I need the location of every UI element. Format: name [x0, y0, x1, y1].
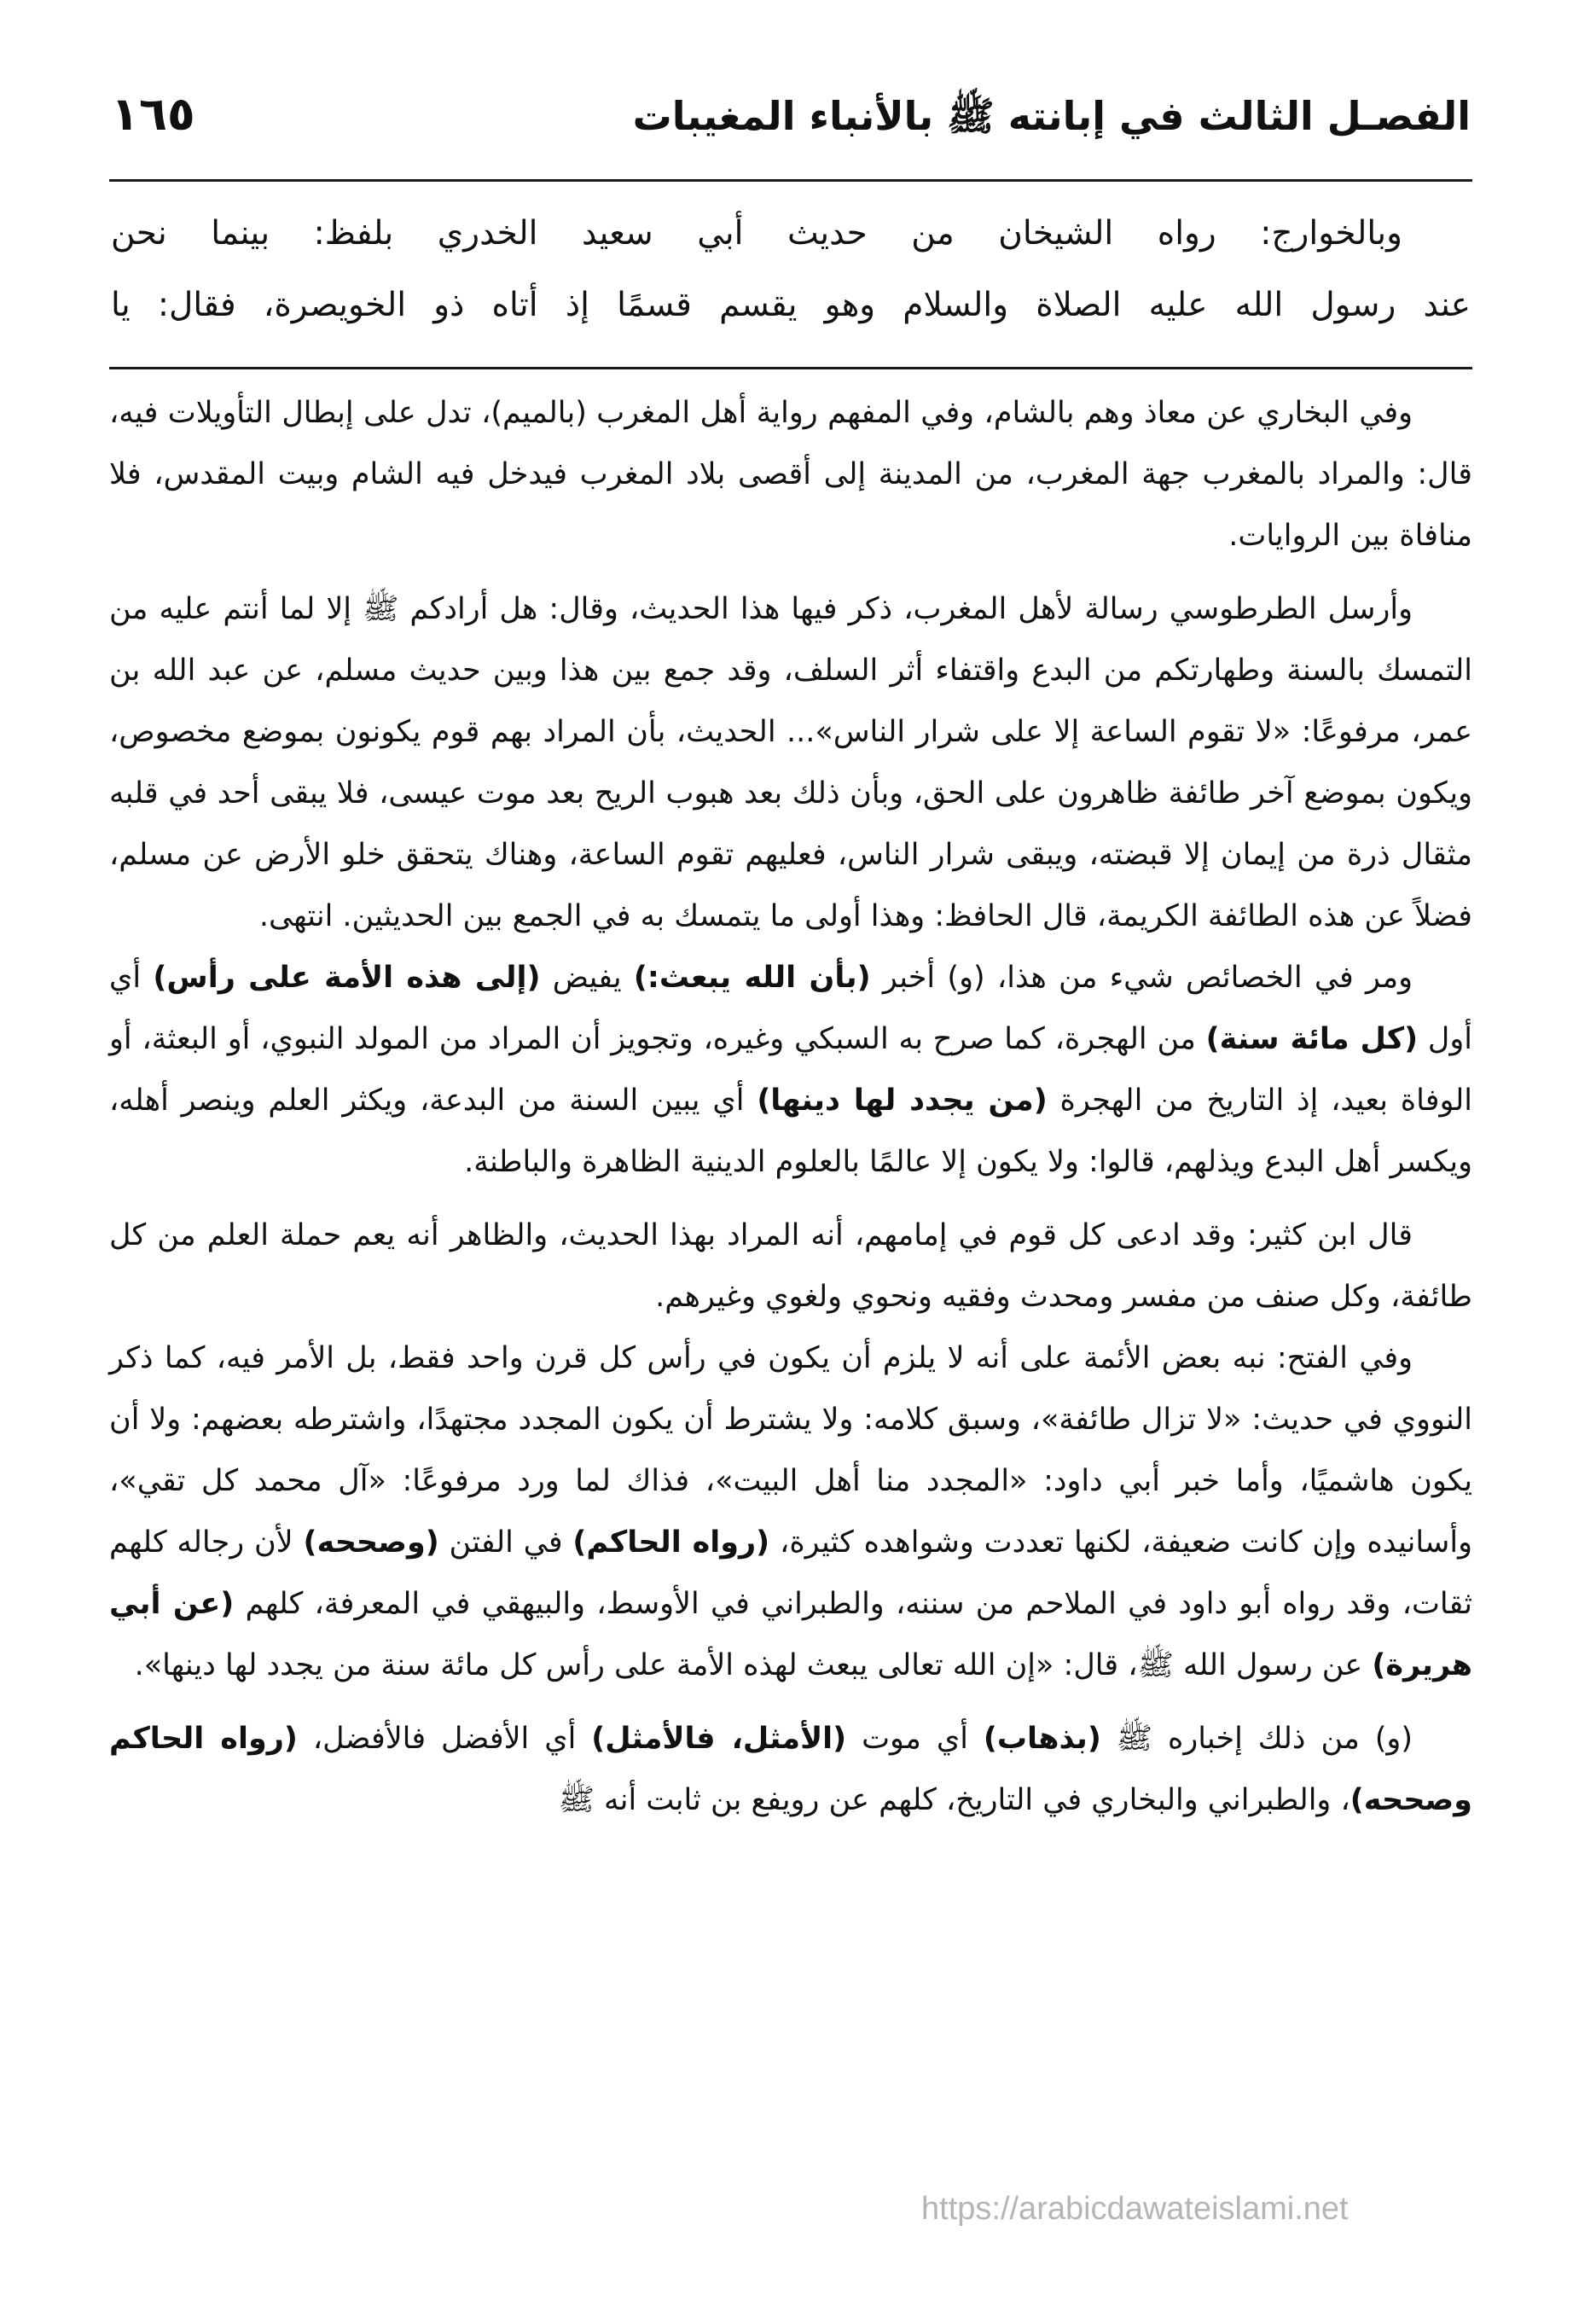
page-header — [111, 77, 1471, 171]
running-title: الفصـل الثالث في إبانته ﷺ بالأنباء المغيبات — [632, 93, 1471, 139]
excerpt-line-2: عند رسول الله عليه الصلاة والسلام وهو يقسم قسمًا إذ أتاه ذو الخويصرة، فقال: يا — [111, 286, 1471, 324]
p5-text-2: في الفتن — [438, 1525, 573, 1560]
p3-text-2: يفيض — [540, 961, 634, 995]
p3-text-4: من الهجرة، كما صرح به السبكي وغيره، وتجويز أن المراد من المولد النبوي، أو البعثة، أو الوفاة بعيد، إذ التاريخ من الهجرة — [109, 1022, 1473, 1118]
source-watermark: https://arabicdawateislami.net — [921, 2191, 1349, 2227]
paragraph-1: وفي البخاري عن معاذ وهم بالشام، وفي المفهم رواية أهل المغرب (بالميم)، تدل على إبطال التأويلات فيه، قال: والمراد بالمغرب جهة المغرب، من المدينة إلى أقصى بلاد المغرب فيدخل فيه الشام وبيت المقدس، فلا منافاة بين الروايات. — [109, 396, 1472, 553]
p6-bold-2: (الأمثل، فالأمثل) — [591, 1722, 847, 1756]
p3-bold-3: (كل مائة سنة) — [1205, 1022, 1419, 1056]
p6-text-3: أي الأفضل فالأفضل، — [297, 1722, 592, 1756]
p3-text-1: ومر في الخصائص شيء من هذا، (و) أخبر — [870, 961, 1413, 995]
paragraph-6 — [109, 1708, 1472, 1831]
p3-bold-4: (من يجدد لها دينها) — [757, 1084, 1048, 1118]
paragraph-3 — [109, 947, 1472, 1193]
paragraph-5 — [109, 1328, 1472, 1696]
p6-text-1: (و) من ذلك إخباره ﷺ — [1100, 1722, 1413, 1756]
p3-text-5: أي يبين السنة من البدعة، ويكثر العلم وينصر أهله، ويكسر أهل البدع ويذلهم، قالوا: ولا يكون إلا عالمًا بالعلوم الدينية الظاهرة والباطنة. — [109, 1084, 1472, 1179]
p6-bold-3: (رواه الحاكم وصححه) — [109, 1722, 1472, 1817]
excerpt-line-1: وبالخوارج: رواه الشيخان من حديث أبي سعيد الخدري بلفظ: بينما نحن — [111, 214, 1402, 253]
main-body — [109, 382, 1472, 1831]
paragraph-2: وأرسل الطرطوسي رسالة لأهل المغرب، ذكر فيها هذا الحديث، وقال: هل أرادكم ﷺ إلا لما أنتم عليه من التمسك بالسنة وطهارتكم من البدع واقتفاء أثر السلف، وقد جمع بين هذا وبين حديث مسلم، عن عبد الله بن عمر، مرفوعًا: «لا تقوم الساعة إلا على شرار الناس»... الحديث، بأن المراد بهم قوم يكونون بموضع مخصوص، ويكون بموضع آخر طائفة ظاهرون على الحق، وبأن ذلك بعد هبوب الريح بعد موت عيسى، فلا يبقى أحد في قلبه مثقال ذرة من إيمان إلا قبضته، ويبقى شرار الناس، فعليهم تقوم الساعة، وهناك يتحقق خلو الأرض عن مسلم، فضلاً عن هذه الطائفة الكريمة، قال الحافظ: وهذا أولى ما يتمسك به في الجمع بين الحديثين. انتهى. — [109, 592, 1472, 933]
paragraph-4: قال ابن كثير: وقد ادعى كل قوم في إمامهم، أنه المراد بهذا الحديث، والظاهر أنه يعم حملة العلم من كل طائفة، وكل صنف من مفسر ومحدث وفقيه ونحوي ولغوي وغيرهم. — [109, 1218, 1472, 1314]
previous-page-excerpt — [111, 198, 1471, 341]
p6-text-2: أي موت — [846, 1722, 984, 1756]
p5-bold-2: (وصححه) — [303, 1525, 439, 1560]
section-divider-rule — [109, 367, 1472, 369]
p5-bold-3: (عن أبي هريرة) — [109, 1587, 1472, 1682]
header-rule — [109, 179, 1472, 182]
p3-bold-1: (بأن الله يبعث:) — [633, 961, 871, 995]
p3-text-3: أي أول — [109, 961, 1472, 1056]
p5-text-1: وفي الفتح: نبه بعض الأئمة على أنه لا يلزم أن يكون في رأس كل قرن واحد فقط، بل الأمر فيه، كما ذكر النووي في حديث: «لا تزال طائفة»، وسبق كلامه: ولا يشترط أن يكون المجدد مجتهدًا، واشترطه بعضهم: ولا أن يكون هاشميًا، وأما خبر أبي داود: «المجدد منا أهل البيت»، فذاك لما ورد مرفوعًا: «آل محمد كل تقي»، وأسانيده وإن كانت ضعيفة، لكنها تعددت وشواهده كثيرة، — [109, 1341, 1472, 1560]
p6-bold-1: (بذهاب) — [983, 1722, 1101, 1756]
p5-text-4: عن رسول الله ﷺ، قال: «إن الله تعالى يبعث لهذه الأمة على رأس كل مائة سنة من يجدد لها دينها». — [134, 1648, 1373, 1682]
p5-text-3: لأن رجاله كلهم ثقات، وقد رواه أبو داود في الملاحم من سننه، والطبراني في الأوسط، والبيهقي في المعرفة، كلهم — [109, 1525, 1473, 1621]
p6-text-4: ، والطبراني والبخاري في التاريخ، كلهم عن رويفع بن ثابت أنه ﷺ — [558, 1783, 1350, 1817]
page-number: ١٦٥ — [111, 87, 195, 141]
p3-bold-2: (إلى هذه الأمة على رأس) — [153, 961, 541, 995]
p5-bold-1: (رواه الحاكم) — [572, 1525, 770, 1560]
